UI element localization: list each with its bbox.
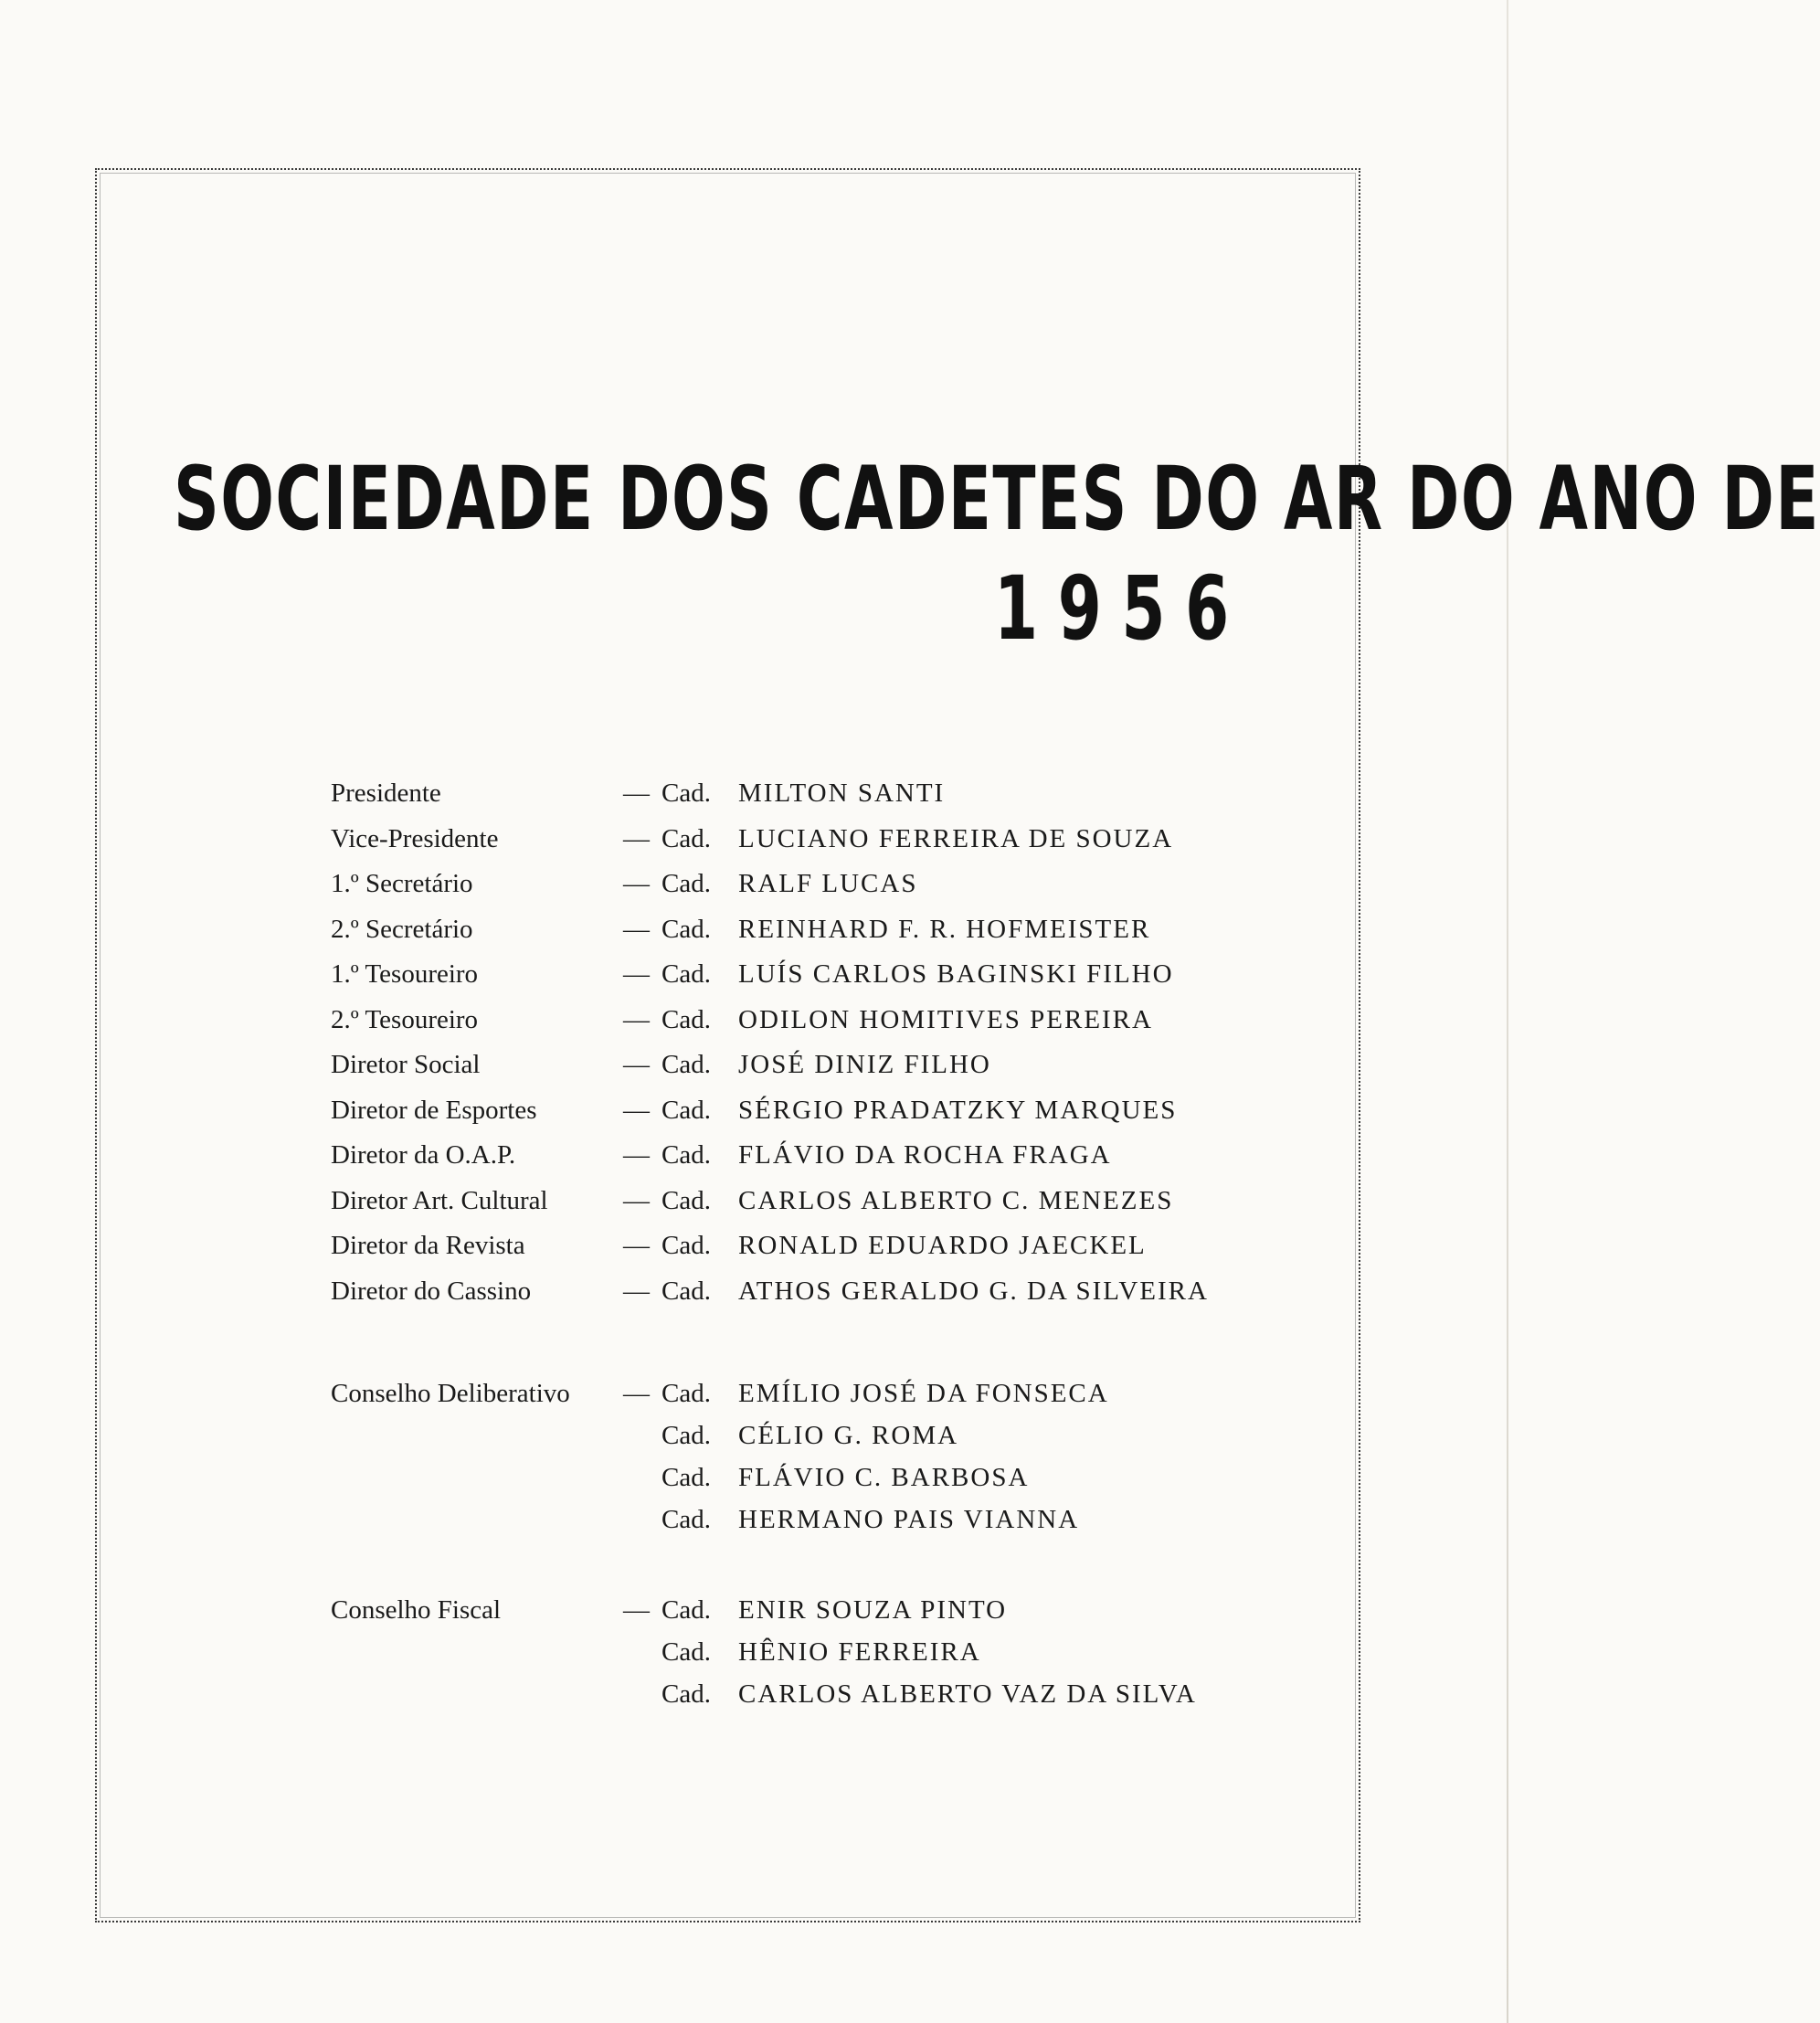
- separator-dash: —: [623, 1595, 650, 1625]
- page-year: 1956: [994, 557, 1249, 660]
- cadet-name: HÊNIO FERREIRA: [738, 1637, 981, 1667]
- separator-dash: —: [623, 959, 650, 989]
- cadet-name: SÉRGIO PRADATZKY MARQUES: [738, 1095, 1178, 1125]
- separator-dash: —: [623, 869, 650, 898]
- page-border-inner: [100, 173, 1356, 1918]
- cadet-prefix: Cad.: [661, 1004, 711, 1034]
- cadet-name: FLÁVIO DA ROCHA FRAGA: [738, 1140, 1112, 1170]
- officer-role: Diretor do Cassino: [331, 1276, 532, 1306]
- cadet-prefix: Cad.: [661, 1140, 711, 1170]
- separator-dash: —: [623, 1140, 650, 1170]
- cadet-prefix: Cad.: [661, 778, 711, 808]
- cadet-prefix: Cad.: [661, 1637, 711, 1667]
- cadet-prefix: Cad.: [661, 1463, 711, 1492]
- cadet-prefix: Cad.: [661, 1095, 711, 1125]
- separator-dash: —: [623, 914, 650, 944]
- cadet-prefix: Cad.: [661, 1505, 711, 1534]
- officer-role: Diretor da Revista: [331, 1231, 525, 1260]
- page-title: SOCIEDADE DOS CADETES DO AR DO ANO DE: [174, 448, 1820, 550]
- separator-dash: —: [623, 778, 650, 808]
- cadet-prefix: Cad.: [661, 1231, 711, 1260]
- council-role: Conselho Deliberativo: [331, 1379, 570, 1408]
- cadet-prefix: Cad.: [661, 1421, 711, 1450]
- cadet-name: ENIR SOUZA PINTO: [738, 1595, 1008, 1625]
- cadet-name: FLÁVIO C. BARBOSA: [738, 1463, 1030, 1492]
- officer-role: 2.º Tesoureiro: [331, 1004, 479, 1034]
- cadet-name: HERMANO PAIS VIANNA: [738, 1505, 1080, 1534]
- separator-dash: —: [623, 1095, 650, 1125]
- cadet-prefix: Cad.: [661, 1050, 711, 1079]
- separator-dash: —: [623, 1185, 650, 1215]
- cadet-name: LUÍS CARLOS BAGINSKI FILHO: [738, 959, 1174, 989]
- cadet-prefix: Cad.: [661, 1679, 711, 1709]
- separator-dash: —: [623, 1050, 650, 1079]
- cadet-name: CÉLIO G. ROMA: [738, 1421, 959, 1450]
- cadet-name: CARLOS ALBERTO C. MENEZES: [738, 1185, 1174, 1215]
- officer-role: Diretor Social: [331, 1050, 481, 1079]
- cadet-name: ATHOS GERALDO G. DA SILVEIRA: [738, 1276, 1209, 1306]
- cadet-name: ODILON HOMITIVES PEREIRA: [738, 1004, 1153, 1034]
- cadet-prefix: Cad.: [661, 1595, 711, 1625]
- officer-role: 1.º Tesoureiro: [331, 959, 479, 989]
- officer-role: Diretor Art. Cultural: [331, 1185, 548, 1215]
- cadet-prefix: Cad.: [661, 959, 711, 989]
- officer-role: 2.º Secretário: [331, 914, 473, 944]
- separator-dash: —: [623, 1004, 650, 1034]
- separator-dash: —: [623, 1231, 650, 1260]
- separator-dash: —: [623, 1379, 650, 1408]
- cadet-name: LUCIANO FERREIRA DE SOUZA: [738, 823, 1174, 853]
- officer-role: Presidente: [331, 778, 441, 808]
- cadet-prefix: Cad.: [661, 869, 711, 898]
- cadet-name: EMÍLIO JOSÉ DA FONSECA: [738, 1379, 1109, 1408]
- officer-role: Diretor da O.A.P.: [331, 1140, 516, 1170]
- cadet-prefix: Cad.: [661, 1276, 711, 1306]
- cadet-name: REINHARD F. R. HOFMEISTER: [738, 914, 1151, 944]
- cadet-prefix: Cad.: [661, 914, 711, 944]
- cadet-name: MILTON SANTI: [738, 778, 946, 808]
- cadet-name: JOSÉ DINIZ FILHO: [738, 1050, 991, 1079]
- cadet-name: RONALD EDUARDO JAECKEL: [738, 1231, 1147, 1260]
- officer-role: Vice-Presidente: [331, 823, 499, 853]
- cadet-name: CARLOS ALBERTO VAZ DA SILVA: [738, 1679, 1197, 1709]
- cadet-prefix: Cad.: [661, 823, 711, 853]
- council-role: Conselho Fiscal: [331, 1595, 502, 1625]
- cadet-prefix: Cad.: [661, 1379, 711, 1408]
- cadet-prefix: Cad.: [661, 1185, 711, 1215]
- separator-dash: —: [623, 1276, 650, 1306]
- page-edge: [1507, 0, 1508, 2023]
- officer-role: 1.º Secretário: [331, 869, 473, 898]
- officer-role: Diretor de Esportes: [331, 1095, 537, 1125]
- cadet-name: RALF LUCAS: [738, 869, 918, 898]
- separator-dash: —: [623, 823, 650, 853]
